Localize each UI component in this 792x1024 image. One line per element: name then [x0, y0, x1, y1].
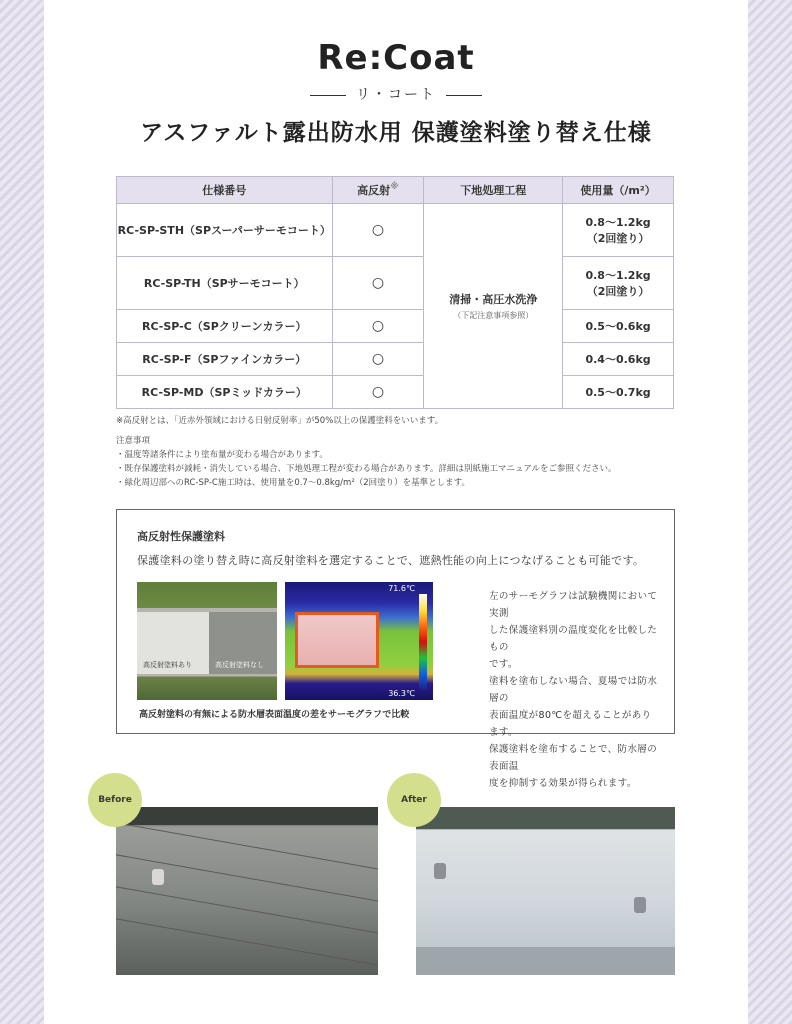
reflect-cell: ○: [332, 204, 424, 257]
desc-line: した保護塗料別の温度変化を比較したもの: [489, 625, 658, 653]
roof-seam: [116, 883, 378, 940]
reflect-cell: ○: [332, 343, 424, 376]
spec-table: [116, 176, 674, 409]
spec-cell: RC-SP-MD（SPミッドカラー）: [117, 376, 333, 409]
feature-box: [116, 509, 675, 789]
thermograph-image: [285, 582, 433, 700]
caution-item: ・既存保護塗料が減耗・消失している場合、下地処理工程が変わる場合があります。詳細は別紙施工マニュアルをご参照ください。: [116, 464, 617, 474]
roof-vent: [434, 863, 446, 879]
divider-left: [310, 95, 346, 96]
usage-coats: （2回塗り）: [586, 285, 650, 298]
desc-line: 表面温度が80℃を超えることがあります。: [489, 710, 652, 738]
prep-main: 清掃・高圧水洗浄: [449, 293, 538, 306]
desc-line: 塗料を塗布しない場合、夏場では防水層の: [489, 676, 658, 704]
header-reflect-label: 高反射: [357, 184, 391, 197]
table-row: [117, 343, 674, 376]
roof-seam: [116, 819, 378, 876]
roof-rail: [116, 807, 378, 825]
before-photo: [116, 807, 378, 975]
table-row: [117, 204, 674, 257]
reflect-cell: ○: [332, 376, 424, 409]
brand-logo: Re:Coat: [317, 38, 475, 78]
usage-cell: 0.5～0.7kg: [563, 376, 674, 409]
spec-cell: RC-SP-TH（SPサーモコート）: [117, 257, 333, 310]
feature-description: [489, 588, 661, 792]
after-badge: After: [387, 773, 441, 827]
header-reflect: [332, 177, 424, 204]
caution-item: ・緑化周辺部へのRC-SP-C施工時は、使用量を0.7～0.8kg/m²（2回塗り）を基準とします。: [116, 478, 470, 488]
spec-cell: RC-SP-F（SPファインカラー）: [117, 343, 333, 376]
notes: [116, 414, 716, 490]
header-reflect-mark: ※: [390, 182, 399, 192]
usage-value: 0.8～1.2kg: [585, 216, 651, 229]
reflect-cell: ○: [332, 310, 424, 343]
usage-cell: [563, 257, 674, 310]
desc-line: 保護塗料を塗布することで、防水層の表面温: [489, 744, 658, 772]
coating-sample-photo: [137, 582, 277, 700]
brand-reading: [44, 84, 748, 104]
page-title: アスファルト露出防水用 保護塗料塗り替え仕様: [140, 120, 652, 146]
table-header-row: [117, 177, 674, 204]
usage-value: 0.8～1.2kg: [585, 269, 651, 282]
usage-cell: [563, 204, 674, 257]
caution-item: ・温度等諸条件により塗布量が変わる場合があります。: [116, 450, 328, 460]
label-without: 高反射塗料なし: [215, 661, 264, 669]
thermo-scale-bar: [419, 594, 427, 690]
header-usage: 使用量（/m²）: [563, 177, 674, 204]
spec-cell: RC-SP-STH（SPスーパーサーモコート）: [117, 204, 333, 257]
prep-note: （下記注意事項参照）: [453, 311, 534, 320]
prep-cell: [424, 204, 563, 409]
feature-lead: 保護塗料の塗り替え時に高反射塗料を選定することで、遮熱性能の向上につなげることも可能です。: [137, 554, 645, 567]
reflect-definition: ※高反射とは、「近赤外領域における日射反射率」が50%以上の保護塗料をいいます。: [116, 416, 444, 426]
usage-cell: 0.5～0.6kg: [563, 310, 674, 343]
reflect-cell: ○: [332, 257, 424, 310]
roof-seam: [116, 915, 378, 972]
roof-rail: [416, 807, 675, 829]
header-prep: 下地処理工程: [424, 177, 563, 204]
usage-coats: （2回塗り）: [586, 232, 650, 245]
roof-edge: [416, 947, 675, 975]
caution-heading: 注意事項: [116, 436, 151, 446]
temp-max: 71.6℃: [388, 584, 415, 593]
header-spec: 仕様番号: [117, 177, 333, 204]
desc-line: 度を抑制する効果が得られます。: [489, 778, 637, 789]
desc-line: 左のサーモグラフは試験機関において実測: [489, 591, 658, 619]
divider-right: [446, 95, 482, 96]
feature-title: 高反射性保護塗料: [137, 530, 225, 543]
photo-caption: 高反射塗料の有無による防水層表面温度の差をサーモグラフで比較: [139, 710, 410, 720]
desc-line: です。: [489, 659, 518, 670]
spec-sheet: [44, 0, 748, 1024]
thermo-hot-area: [295, 612, 379, 668]
roof-vent: [634, 897, 646, 913]
table-row: [117, 257, 674, 310]
label-with: 高反射塗料あり: [143, 661, 192, 669]
temp-min: 36.3℃: [388, 689, 415, 698]
roof-vent: [152, 869, 164, 885]
table-row: [117, 310, 674, 343]
spec-cell: RC-SP-C（SPクリーンカラー）: [117, 310, 333, 343]
usage-cell: 0.4～0.6kg: [563, 343, 674, 376]
table-row: [117, 376, 674, 409]
after-photo: [416, 807, 675, 975]
brand-reading-text: リ・コート: [356, 87, 436, 103]
before-badge: Before: [88, 773, 142, 827]
